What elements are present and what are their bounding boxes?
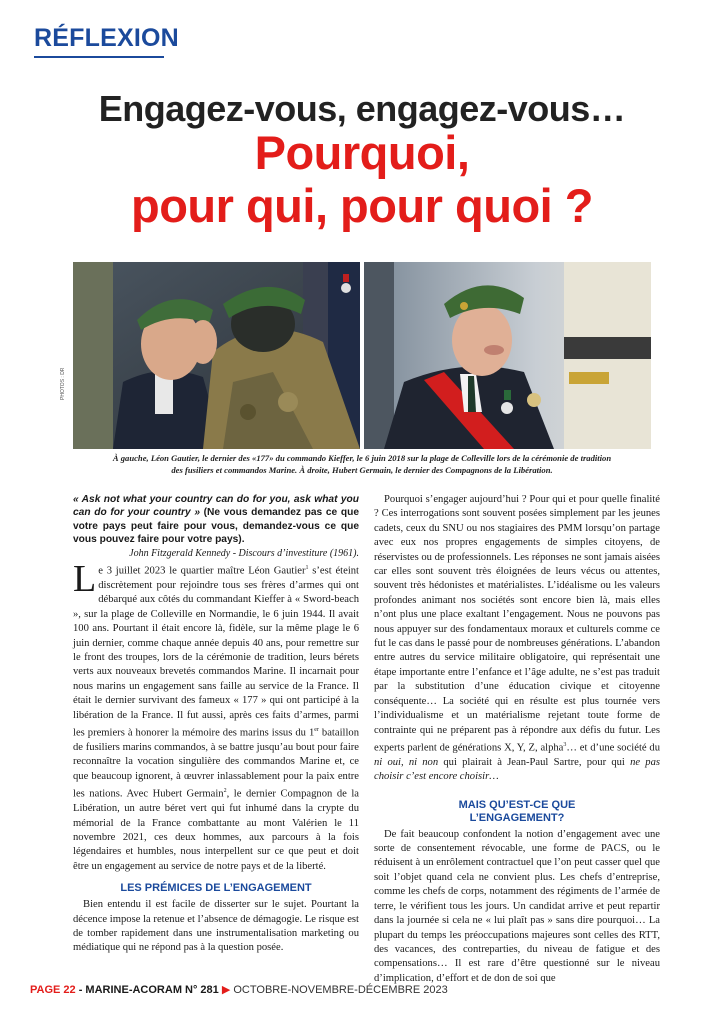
paragraph-1-text-b: s’est éteint discrètement pour rejoindre tous ses frères d’armes qui ont débarqué aux côtés du commandant Kieffer à « Sword-beach », sur la plage de Colleville en Normandie, le 6 juin 1944. Il avait 100 ans. Pourtant il était encore là, fidèle, sur la même plage le 6 juin dernier, comme chaque année depuis 40 ans, pour remettre sur le front des troupes, lors de la cérémonie de tradition, leurs bérets verts aux nouveaux brevetés commandos Marine. Il incarnait pour nous marins un engagement sans faille au service de la France. Il était le dernier survivant des fameux « 177 » qui ont participé à la libération de la France. Il fut aussi, après ces faits d’armes, parmi les premiers à honorer la mémoire des marins issus du 1 [73, 565, 359, 739]
epigraph-quote-english: « Ask not what your country can do for you, ask what you can do for your country » [73, 494, 359, 519]
footer-arrow-icon: ▶ [218, 984, 234, 996]
section-label: RÉFLEXION [34, 24, 179, 52]
subheading-engagement [374, 799, 660, 825]
headline-line-2b: pour qui, pour quoi ? [130, 179, 593, 232]
paragraph-1 [73, 558, 359, 874]
subheading-engagement-line-1: MAIS QU’EST-CE QUE [458, 798, 576, 811]
footnote-ref-3: 3 [563, 741, 567, 748]
footnote-ref-2: 2 [223, 788, 227, 795]
paragraph-3-text-a: Pourquoi s’engager aujourd’hui ? Pour qui et pour quelle finalité ? Ces interrogations sont souvent posées simplement par les jeunes cadets, ceux du SNU ou nos stagiaires des PMM lorsqu’on partage avec eux nos propres engagements de simples citoyens, de réservistes ou de professionnels. Les réponses ne sont jamais aisées car elles sont souvent très éloignées de leurs vécus ou attentes, souvent très hédonistes et matérialistes. L’idéalisme ou les valeurs profondes animant nos sociétés sont encore bien là, mais elles n’ont plus une place exaltant l’engagement. Nous ne pouvons pas nous appuyer sur des fondamentaux moraux et culturels comme ce fut le cas dans le passé pour de nombreuses générations. L’abandon entre autres du service militaire obligatoire, qui représentait une étape importante entre l’enfance et l’âge adulte, ne s’est pas traduit par la substitution d’une éducation civique et citoyenne conséquente… La société qui en résulte est plus tournée vers l’individualisme et un matérialisme rejetant toute forme de contrainte qui ne préparent pas à répondre aux défis du futur. Les experts parlent de générations X, Y, Z, alpha [374, 494, 660, 754]
photo-caption [73, 452, 651, 476]
drop-cap: L [73, 558, 97, 601]
page-footer [30, 983, 448, 996]
footer-issue-date: OCTOBRE-NOVEMBRE-DÉCEMBRE 2023 [233, 984, 448, 996]
photo-hubert-germain [364, 262, 651, 449]
paragraph-1-text-a: e 3 juillet 2023 le quartier maître Léon Gautier [98, 565, 306, 577]
subheading-engagement-line-2: L’ENGAGEMENT? [469, 811, 565, 824]
article-column-right [374, 493, 660, 986]
epigraph-author: John Fitzgerald Kennedy - Discours d’investiture (1961). [129, 547, 359, 559]
paragraph-1-text-d: , le dernier Compagnon de la Libération, un autre béret vert qui fut inhumé dans la crypte du mémorial de la France combattante au mont Valérien le 11 novembre 2021, ces deux hommes, aux parcours à la fois légendaires et humbles, nous interpellent sur ce que peut et doit être un engagement au service de notre pays et de la liberté. [73, 788, 359, 872]
paragraph-3-italic-1: ni oui, ni non [374, 756, 439, 768]
article-column-left [73, 493, 359, 956]
footer-page-number: PAGE 22 [30, 984, 76, 996]
subheading-premices: LES PRÉMICES DE L’ENGAGEMENT [120, 882, 312, 895]
paragraph-3-text-c: qui plairait à Jean-Paul Sartre, pour qui [438, 756, 631, 768]
photo-hubert-germain-illustration [364, 262, 651, 449]
photo-leon-gautier [73, 262, 360, 449]
ordinal-suffix: er [314, 727, 319, 734]
epigraph-quote [73, 493, 359, 547]
caption-line-1: À gauche, Léon Gautier, le dernier des «177» du commando Kieffer, le 6 juin 2018 sur la plage de Colleville lors de la cérémonie de tradition [112, 453, 612, 463]
headline-line-1: Engagez-vous, engagez-vous… [98, 88, 626, 129]
caption-line-2: des fusiliers et commandos Marine. À droite, Hubert Germain, le dernier des Compagnons de la Libération. [171, 465, 553, 475]
footer-magazine: - MARINE-ACORAM N° 281 [75, 984, 219, 996]
section-underline [34, 56, 164, 58]
epigraph-quote-french: (Ne vous demandez pas ce que votre pays peut faire pour vous, demandez-vous ce que vous pouvez faire pour votre pays). [73, 507, 359, 546]
headline-line-2a: Pourquoi, [254, 126, 470, 179]
footnote-ref-1: 1 [305, 565, 309, 572]
paragraph-4: De fait beaucoup confondent la notion d’engagement avec une sorte de consentement révocable, une forme de PACS, ou le réduisent à un enrôlement contractuel que l’on peut casser quel que soit l’objet quand cela ne convient plus. Les chefs d’entreprise, comme les chefs de corps, notamment des régiments de l’armée de terre, le vérifient tous les jours. Un candidat arrive et peut repartir dans la journée si cela ne « lui plaît pas » sans dire pourquoi… La plupart du temps les préoccupations majeures sont celles des RTT, des vacances, des contreparties, du niveau de fatigue et des compensations… Il est rare d’être questionné sur le niveau d’implication, d’effort et de don de soi que [374, 828, 660, 984]
paragraph-3-text-b: … et d’une société du [566, 742, 660, 754]
photo-leon-gautier-illustration [73, 262, 360, 449]
photo-credit: PHOTOS : DR [60, 367, 66, 400]
paragraph-3-italic-2: ne pas choisir c’est encore choisir… [374, 756, 660, 783]
headline-line-2 [0, 126, 724, 232]
paragraph-3 [374, 493, 660, 785]
paragraph-2: Bien entendu il est facile de disserter sur le sujet. Pourtant la décence impose la retenue et l’absence de démagogie. Le risque est de tomber rapidement dans une instrumentalisation marketing ou médiatique qui ne répond pas à la question posée. [73, 899, 359, 954]
paragraph-1-text-c: bataillon de fusiliers marins commandos, à se battre jusqu’au bout pour faire reconnaître la vocation singulière des commandos Marine et, ce que beaucoup ignorent, à œuvrer inlassablement pour la paix entre les nations. Avec Hubert Germain [73, 727, 359, 800]
